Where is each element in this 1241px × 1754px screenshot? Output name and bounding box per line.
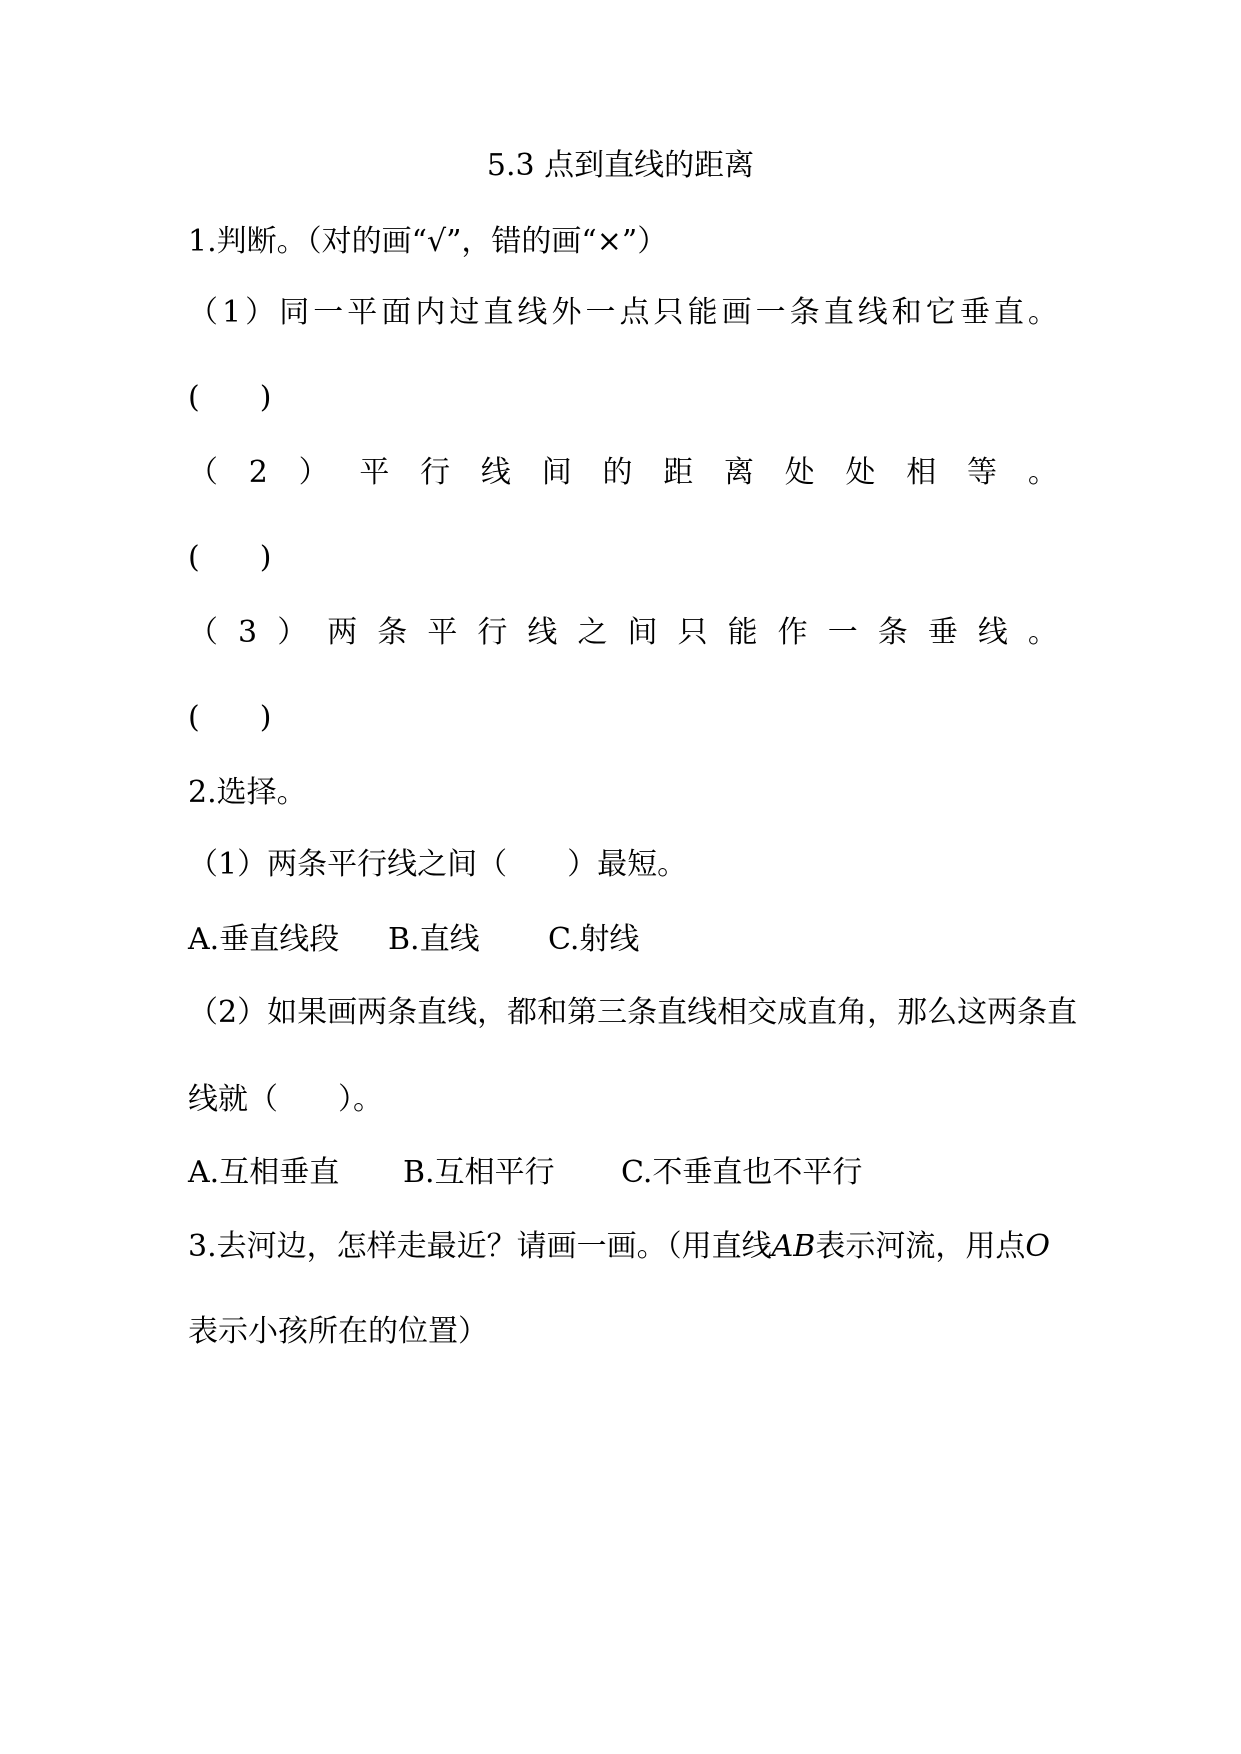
q3-line1 xyxy=(188,1227,1058,1267)
q1-item-2-char: 2 xyxy=(248,455,268,490)
q1-item-2-char: 等 xyxy=(967,455,998,490)
q1-item-3-blank: ( ) xyxy=(188,700,272,735)
q1-item-1-char: 它 xyxy=(925,295,956,330)
q1-item-1-char: 线 xyxy=(517,295,548,330)
q1-item-2-blank: ( ) xyxy=(188,540,272,575)
q2-sub1-option-c: C.射线 xyxy=(548,922,640,957)
q1-item-1-char: ） xyxy=(245,295,276,330)
q2-sub2-line2: 线就（ ）。 xyxy=(188,1082,383,1117)
q1-item-2-char: 间 xyxy=(541,455,572,490)
q1-item-1-char: 面 xyxy=(381,295,412,330)
q1-item-1-char: 过 xyxy=(449,295,480,330)
q1-item-2-char: 。 xyxy=(1027,455,1058,490)
q1-item-1-char: 能 xyxy=(687,295,718,330)
q1-item-2-char: 行 xyxy=(420,455,451,490)
q1-item-1-char: 一 xyxy=(585,295,616,330)
q1-item-3-char: 线 xyxy=(527,615,558,650)
q1-item-3-char: 两 xyxy=(327,615,358,650)
q1-item-1-char: 垂 xyxy=(959,295,990,330)
q1-item-3-char: 3 xyxy=(238,615,258,650)
q1-item-1-char: 一 xyxy=(755,295,786,330)
q1-item-3-char: 。 xyxy=(1027,615,1058,650)
q1-item-1-char: 只 xyxy=(653,295,684,330)
q1-item-1-char: 内 xyxy=(415,295,446,330)
q2-sub2-options xyxy=(188,1153,1058,1193)
q1-item-2 xyxy=(188,453,1058,493)
q1-item-1-char: 点 xyxy=(619,295,650,330)
q1-item-3 xyxy=(188,613,1058,653)
q3-point-o-label: O xyxy=(1025,1229,1050,1264)
q1-item-1-char: 线 xyxy=(857,295,888,330)
q1-item-1-char: （ xyxy=(188,295,218,330)
q1-item-3-char: 一 xyxy=(827,615,858,650)
q1-item-3-char: 之 xyxy=(577,615,608,650)
q1-item-1-char: 直 xyxy=(993,295,1024,330)
q1-item-3-char: 条 xyxy=(877,615,908,650)
q1-item-1-char: 1 xyxy=(222,295,242,330)
q2-sub2-line1: （2）如果画两条直线，都和第三条直线相交成直角，那么这两条直 xyxy=(188,995,1078,1030)
q1-item-1-char: 一 xyxy=(313,295,344,330)
q1-item-2-char: ） xyxy=(298,455,329,490)
q1-item-2-char: 处 xyxy=(784,455,815,490)
q2-sub2-option-c: C.不垂直也不平行 xyxy=(621,1155,863,1190)
q1-item-2-char: 平 xyxy=(359,455,390,490)
q1-item-2-char: 处 xyxy=(845,455,876,490)
q1-item-1-char: 同 xyxy=(279,295,310,330)
q1-item-3-char: （ xyxy=(188,615,218,650)
q1-item-1-blank: ( ) xyxy=(188,380,272,415)
q3-line1-part-a: 3.去河边，怎样走最近？请画一画。（用直线 xyxy=(188,1229,772,1264)
q1-item-3-char: 能 xyxy=(727,615,758,650)
q2-sub2-option-b: B.互相平行 xyxy=(403,1155,555,1190)
q3-line2: 表示小孩所在的位置） xyxy=(188,1314,488,1349)
q1-item-1-char: 。 xyxy=(1027,295,1058,330)
q1-item-2-char: （ xyxy=(188,455,218,490)
q1-item-2-char: 线 xyxy=(480,455,511,490)
q1-item-1-char: 直 xyxy=(483,295,514,330)
q1-item-1-char: 外 xyxy=(551,295,582,330)
q2-sub2-option-a: A.互相垂直 xyxy=(188,1155,340,1190)
q2-sub1-options xyxy=(188,920,1058,960)
q1-item-1 xyxy=(188,293,1058,333)
q1-item-3-char: 作 xyxy=(777,615,808,650)
q3-line1-part-b: 表示河流，用点 xyxy=(815,1229,1026,1264)
q1-item-3-char: ） xyxy=(277,615,308,650)
q1-item-2-char: 的 xyxy=(602,455,633,490)
q1-heading: 1.判断。（对的画“√”，错的画“×”） xyxy=(188,224,668,259)
q1-item-3-char: 行 xyxy=(477,615,508,650)
q1-item-1-char: 直 xyxy=(823,295,854,330)
q1-item-3-char: 条 xyxy=(377,615,408,650)
q1-item-2-char: 距 xyxy=(663,455,694,490)
q1-item-3-char: 平 xyxy=(427,615,458,650)
q1-item-2-char: 离 xyxy=(723,455,754,490)
q1-item-3-char: 线 xyxy=(977,615,1008,650)
q1-item-3-char: 只 xyxy=(677,615,708,650)
page-title: 5.3 点到直线的距离 xyxy=(486,148,755,183)
q2-sub1-option-a: A.垂直线段 xyxy=(188,922,340,957)
q1-item-2-char: 相 xyxy=(906,455,937,490)
q2-sub1-text: （1）两条平行线之间（ ）最短。 xyxy=(188,847,688,882)
q1-item-1-char: 和 xyxy=(891,295,922,330)
q1-item-1-char: 平 xyxy=(347,295,378,330)
q1-item-1-char: 条 xyxy=(789,295,820,330)
q1-item-1-char: 画 xyxy=(721,295,752,330)
q3-line-ab-label: AB xyxy=(771,1229,816,1264)
q1-item-3-char: 垂 xyxy=(927,615,958,650)
q1-item-3-char: 间 xyxy=(627,615,658,650)
q2-sub1-option-b: B.直线 xyxy=(388,922,480,957)
q2-heading: 2.选择。 xyxy=(188,775,307,810)
